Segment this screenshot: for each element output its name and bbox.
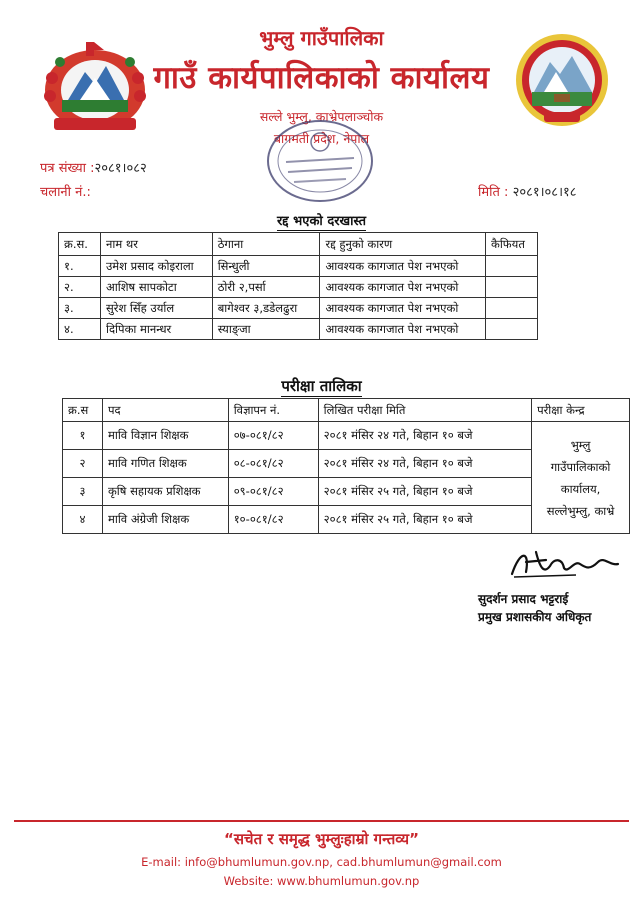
ref-number — [40, 158, 147, 176]
center-line: कार्यालय, — [560, 481, 601, 496]
date-value: २०८१।०८।१८ — [512, 185, 577, 200]
col-header: नाम थर — [100, 233, 212, 256]
municipality-name: भुम्लु गाउँपालिका — [259, 26, 384, 50]
cell: ३. — [59, 298, 101, 319]
cell: बागेश्वर ३,डडेलढुरा — [212, 298, 320, 319]
cell: ३ — [63, 478, 103, 506]
cell: दिपिका मानन्धर — [100, 319, 212, 340]
exam-title: परीक्षा तालिका — [281, 377, 362, 395]
signature-icon — [506, 544, 626, 584]
address-line-1: सल्ले भुम्लु, काभ्रेपलाञ्चोक — [259, 109, 384, 124]
cell: ०९-०८१/८२ — [228, 478, 318, 506]
footer-divider — [14, 820, 629, 822]
cell: मावि अंग्रेजी शिक्षक — [102, 506, 228, 534]
col-header: रद्द हुनुको कारण — [320, 233, 486, 256]
cell: ०८-०८१/८२ — [228, 450, 318, 478]
cell: आवश्यक कागजात पेश नभएको — [320, 256, 486, 277]
cancelled-title: रद्द भएको दरखास्त — [276, 214, 367, 229]
cell: २ — [63, 450, 103, 478]
exam-table — [62, 398, 630, 534]
table-row — [63, 422, 630, 450]
cell — [486, 256, 538, 277]
date-label: मिति : — [478, 185, 509, 200]
table-row — [59, 298, 538, 319]
footer-email[interactable]: E-mail: info@bhumlumun.gov.np, cad.bhumlumun@gmail.com — [141, 855, 502, 869]
cell — [486, 319, 538, 340]
cell: ४ — [63, 506, 103, 534]
col-header: क्र.स — [63, 399, 103, 422]
letter-date — [478, 182, 577, 200]
signatory-name: सुदर्शन प्रसाद भट्टराई — [478, 592, 569, 606]
cell: स्याङ्जा — [212, 319, 320, 340]
center-line: भुम्लु — [570, 437, 591, 452]
cell — [486, 277, 538, 298]
table-row — [59, 277, 538, 298]
cancelled-table — [58, 232, 538, 340]
cell: मावि विज्ञान शिक्षक — [102, 422, 228, 450]
signatory-title: प्रमुख प्रशासकीय अधिकृत — [478, 610, 592, 624]
exam-center-cell — [532, 422, 630, 534]
cell: ०७-०८१/८२ — [228, 422, 318, 450]
cell: आवश्यक कागजात पेश नभएको — [320, 277, 486, 298]
table-header-row — [59, 233, 538, 256]
ref-label: पत्र संख्या : — [40, 161, 95, 176]
cell: २०८१ मंसिर २४ गते, बिहान १० बजे — [318, 450, 531, 478]
cell: १ — [63, 422, 103, 450]
cell: २०८१ मंसिर २५ गते, बिहान १० बजे — [318, 478, 531, 506]
cell: २. — [59, 277, 101, 298]
col-header: विज्ञापन नं. — [228, 399, 318, 422]
cell: ४. — [59, 319, 101, 340]
cell — [486, 298, 538, 319]
table-header-row — [63, 399, 630, 422]
center-line: गाउँपालिकाको — [550, 459, 611, 474]
cell: १०-०८१/८२ — [228, 506, 318, 534]
col-header: पद — [102, 399, 228, 422]
cell: २०८१ मंसिर २५ गते, बिहान १० बजे — [318, 506, 531, 534]
address-line-2: बागमती प्रदेश, नेपाल — [273, 131, 370, 146]
cell: सिन्धुली — [212, 256, 320, 277]
table-row — [59, 319, 538, 340]
cell: आवश्यक कागजात पेश नभएको — [320, 298, 486, 319]
cell: आशिष सापकोटा — [100, 277, 212, 298]
cell: आवश्यक कागजात पेश नभएको — [320, 319, 486, 340]
center-line: सल्लेभुम्लु, काभ्रे — [546, 503, 615, 518]
ref-value: २०८१।०८२ — [94, 161, 147, 176]
footer-motto: “सचेत र समृद्ध भुम्लुःहाम्रो गन्तव्य” — [224, 830, 419, 848]
col-header: परीक्षा केन्द्र — [532, 399, 630, 422]
table-row — [59, 256, 538, 277]
col-header: क्र.स. — [59, 233, 101, 256]
col-header: ठेगाना — [212, 233, 320, 256]
dispatch-label: चलानी नं.: — [40, 185, 91, 200]
cell: मावि गणित शिक्षक — [102, 450, 228, 478]
cell: उमेश प्रसाद कोइराला — [100, 256, 212, 277]
col-header: कैफियत — [486, 233, 538, 256]
footer-website[interactable]: Website: www.bhumlumun.gov.np — [223, 874, 420, 888]
office-name: गाउँ कार्यपालिकाको कार्यालय — [153, 60, 490, 96]
cell: २०८१ मंसिर २४ गते, बिहान १० बजे — [318, 422, 531, 450]
cell: कृषि सहायक प्रशिक्षक — [102, 478, 228, 506]
cell: ठोरी २,पर्सा — [212, 277, 320, 298]
dispatch-number — [40, 182, 91, 200]
col-header: लिखित परीक्षा मिति — [318, 399, 531, 422]
cell: १. — [59, 256, 101, 277]
cell: सुरेश सिँह उर्याल — [100, 298, 212, 319]
office-stamp-icon — [264, 118, 376, 204]
